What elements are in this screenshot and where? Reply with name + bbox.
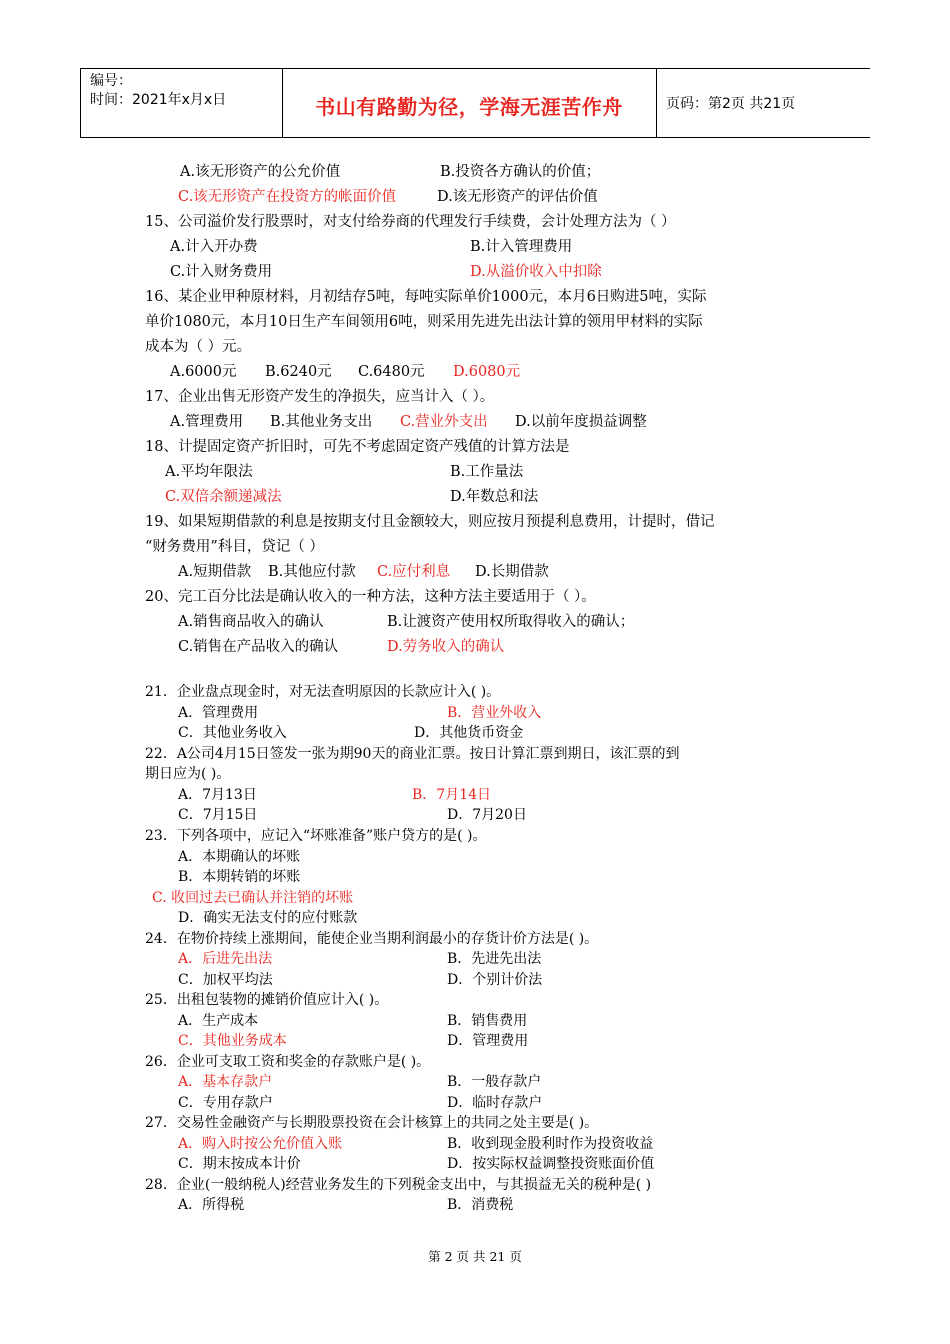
question-text: B.其他业务支出 xyxy=(270,414,373,430)
question-text: D．个别计价法 xyxy=(447,972,543,988)
question-text: B.6240元 xyxy=(265,364,332,380)
question-text: 20、完工百分比法是确认收入的一种方法，这种方法主要适用于（ ）。 xyxy=(145,589,596,605)
question-text: 21．企业盘点现金时，对无法查明原因的长款应计入( )。 xyxy=(145,684,501,700)
question-text: C.6480元 xyxy=(358,364,425,380)
question-text: D.该无形资产的评估价值 xyxy=(437,189,598,205)
answer-text: B．营业外收入 xyxy=(447,705,542,721)
question-text: C．专用存款户 xyxy=(178,1095,273,1111)
question-text: D．确实无法支付的应付账款 xyxy=(178,910,358,926)
answer-text: C. 收回过去已确认并注销的坏账 xyxy=(152,890,354,906)
answer-text: C.营业外支出 xyxy=(400,414,488,430)
question-text: 单价1080元，本月10日生产车间领用6吨，则采用先进先出法计算的领用甲材料的实际 xyxy=(145,314,703,330)
question-text: A.计入开办费 xyxy=(170,239,258,255)
question-text: C．期末按成本计价 xyxy=(178,1156,301,1172)
page-header xyxy=(80,68,870,138)
question-text: C.计入财务费用 xyxy=(170,264,273,280)
question-text: B．销售费用 xyxy=(447,1013,528,1029)
question-text: 28．企业(一般纳税人)经营业务发生的下列税金支出中，与其损益无关的税种是( ) xyxy=(145,1177,652,1193)
question-text: A.6000元 xyxy=(170,364,237,380)
question-text: D．管理费用 xyxy=(447,1033,529,1049)
question-text: A．本期确认的坏账 xyxy=(178,849,301,865)
question-text: 成本为（ ）元。 xyxy=(145,339,252,355)
question-text: 27．交易性金融资产与长期股票投资在会计核算上的共同之处主要是( )。 xyxy=(145,1115,599,1131)
question-text: D.以前年度损益调整 xyxy=(515,414,647,430)
answer-text: C.双倍余额递减法 xyxy=(165,489,282,505)
question-text: A．管理费用 xyxy=(178,705,259,721)
question-text: C.销售在产品收入的确认 xyxy=(178,639,339,655)
answer-text: A．基本存款户 xyxy=(178,1074,273,1090)
question-text: 期日应为( )。 xyxy=(145,766,231,782)
question-text: B．消费税 xyxy=(447,1197,514,1213)
answer-text: C．其他业务成本 xyxy=(178,1033,287,1049)
question-text: C．7月15日 xyxy=(178,807,258,823)
question-text: A.销售商品收入的确认 xyxy=(178,614,324,630)
question-text: B.让渡资产使用权所取得收入的确认； xyxy=(387,614,635,630)
answer-text: D.从溢价收入中扣除 xyxy=(470,264,602,280)
question-text: B.其他应付款 xyxy=(268,564,356,580)
question-text: D．7月20日 xyxy=(447,807,527,823)
answer-text: A．后进先出法 xyxy=(178,951,273,967)
question-text: 26．企业可支取工资和奖金的存款账户是( )。 xyxy=(145,1054,431,1070)
question-text: A．所得税 xyxy=(178,1197,245,1213)
question-text: 24．在物价持续上涨期间，能使企业当期利润最小的存货计价方法是( )。 xyxy=(145,931,599,947)
question-text: A.平均年限法 xyxy=(165,464,253,480)
question-text: B.投资各方确认的价值； xyxy=(440,164,601,180)
question-text: 23．下列各项中，应记入“坏账准备”账户贷方的是( )。 xyxy=(145,828,487,844)
question-text: A．7月13日 xyxy=(178,787,257,803)
question-text: A.管理费用 xyxy=(170,414,244,430)
question-text: B.工作量法 xyxy=(450,464,524,480)
question-text: B．一般存款户 xyxy=(447,1074,542,1090)
question-text: 19、如果短期借款的利息是按期支付且金额较大，则应按月预提利息费用，计提时，借记 xyxy=(145,514,715,530)
answer-text: A．购入时按公允价值入账 xyxy=(178,1136,343,1152)
header-page-info: 页码：第2页 共21页 xyxy=(666,96,796,112)
question-text: C．加权平均法 xyxy=(178,972,273,988)
header-divider xyxy=(656,69,657,137)
question-text: A.该无形资产的公允价值 xyxy=(180,164,341,180)
question-text: 17、企业出售无形资产发生的净损失，应当计入（ ）。 xyxy=(145,389,495,405)
question-text: D.长期借款 xyxy=(475,564,549,580)
question-text: B．本期转销的坏账 xyxy=(178,869,301,885)
question-text: 22．A公司4月15日签发一张为期90天的商业汇票。按日计算汇票到期日，该汇票的到 xyxy=(145,746,680,762)
question-text: D．临时存款户 xyxy=(447,1095,543,1111)
question-text: B．先进先出法 xyxy=(447,951,542,967)
header-time: 时间：2021年x月x日 xyxy=(90,92,227,108)
question-text: D．按实际权益调整投资账面价值 xyxy=(447,1156,655,1172)
question-text: 25．出租包装物的摊销价值应计入( )。 xyxy=(145,992,389,1008)
question-text: C．其他业务收入 xyxy=(178,725,287,741)
answer-text: D.劳务收入的确认 xyxy=(387,639,505,655)
question-text: D．其他货币资金 xyxy=(414,725,524,741)
question-text: A．生产成本 xyxy=(178,1013,259,1029)
header-divider xyxy=(80,69,81,137)
answer-text: D.6080元 xyxy=(453,364,521,380)
answer-text: C.应付利息 xyxy=(377,564,451,580)
header-meta xyxy=(90,72,226,110)
question-text: A.短期借款 xyxy=(178,564,252,580)
answer-text: B．7月14日 xyxy=(412,787,492,803)
question-text: 18、计提固定资产折旧时，可先不考虑固定资产残值的计算方法是 xyxy=(145,439,570,455)
header-code: 编号： xyxy=(90,73,132,89)
question-text: B．收到现金股利时作为投资收益 xyxy=(447,1136,654,1152)
header-motto: 书山有路勤为径，学海无涯苦作舟 xyxy=(315,95,623,119)
question-text: 16、某企业甲种原材料，月初结存5吨，每吨实际单价1000元，本月6日购进5吨，实际 xyxy=(145,289,707,305)
answer-text: C.该无形资产在投资方的帐面价值 xyxy=(178,189,397,205)
question-text: D.年数总和法 xyxy=(450,489,539,505)
question-text: B.计入管理费用 xyxy=(470,239,573,255)
question-text: 15、公司溢价发行股票时，对支付给券商的代理发行手续费，会计处理方法为（ ） xyxy=(145,214,676,230)
question-text: “财务费用”科目，贷记（ ） xyxy=(145,539,324,555)
page-footer: 第 2 页 共 21 页 xyxy=(428,1249,522,1264)
